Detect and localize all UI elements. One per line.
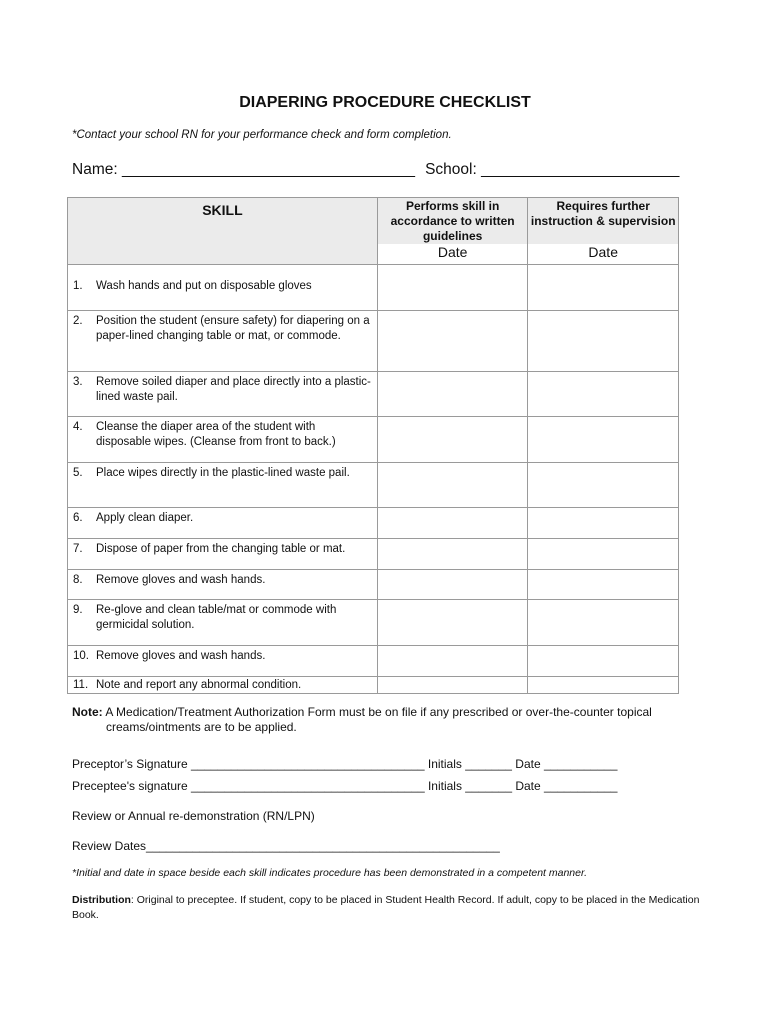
distribution-label: Distribution xyxy=(72,894,131,906)
skill-number: 11. xyxy=(73,679,89,691)
skill-cell xyxy=(68,539,378,570)
table-header-row xyxy=(68,198,679,245)
skill-cell xyxy=(68,372,378,417)
requires-initials-cell[interactable] xyxy=(528,539,679,570)
skill-text: Apply clean diaper. xyxy=(96,512,194,524)
table-row xyxy=(68,600,679,646)
date-header-row xyxy=(68,244,679,265)
requires-initials-cell[interactable] xyxy=(528,265,679,311)
requires-initials-cell[interactable] xyxy=(528,417,679,463)
skill-cell xyxy=(68,570,378,600)
skill-text: Wash hands and put on disposable gloves xyxy=(96,280,312,292)
performs-initials-cell[interactable] xyxy=(377,600,528,646)
skill-number: 9. xyxy=(73,604,83,616)
requires-initials-cell[interactable] xyxy=(528,508,679,539)
requires-initials-cell[interactable] xyxy=(528,372,679,417)
requires-date-label: Date xyxy=(528,244,679,265)
performs-initials-cell[interactable] xyxy=(377,417,528,463)
skill-cell xyxy=(68,646,378,677)
skills-checklist-table xyxy=(67,197,679,694)
requires-initials-cell[interactable] xyxy=(528,646,679,677)
preceptee-signature-line[interactable]: Preceptee's signature ___________________________________ Initials _______ Date ___________ xyxy=(72,779,618,793)
skill-text: Note and report any abnormal condition. xyxy=(96,679,302,691)
initial-date-footnote: *Initial and date in space beside each skill indicates procedure has been demonstrated in a competent manner. xyxy=(72,867,588,879)
page-title: DIAPERING PROCEDURE CHECKLIST xyxy=(239,94,531,111)
contact-note: *Contact your school RN for your performance check and form completion. xyxy=(72,129,452,141)
skill-text: Remove soiled diaper and place directly into a plastic-lined waste pail. xyxy=(96,376,371,403)
table-row xyxy=(68,417,679,463)
table-row xyxy=(68,311,679,372)
skill-header-spacer xyxy=(68,244,378,265)
note-line-2: creams/ointments are to be applied. xyxy=(106,720,297,734)
review-redemonstration-label: Review or Annual re-demonstration (RN/LPN) xyxy=(72,809,315,823)
performs-initials-cell[interactable] xyxy=(377,677,528,694)
performs-initials-cell[interactable] xyxy=(377,463,528,508)
performs-initials-cell[interactable] xyxy=(377,570,528,600)
skill-text: Remove gloves and wash hands. xyxy=(96,574,266,586)
skill-cell xyxy=(68,600,378,646)
skill-text: Re-glove and clean table/mat or commode with germicidal solution. xyxy=(96,604,337,631)
skill-text: Place wipes directly in the plastic-lined waste pail. xyxy=(96,467,350,479)
performs-initials-cell[interactable] xyxy=(377,539,528,570)
skill-number: 6. xyxy=(73,512,83,524)
skill-cell xyxy=(68,508,378,539)
table-row xyxy=(68,372,679,417)
table-row xyxy=(68,463,679,508)
note-line-1: A Medication/Treatment Authorization Form must be on file if any prescribed or over-the-counter topical xyxy=(102,705,652,719)
requires-instruction-header: Requires further instruction & supervision xyxy=(528,198,679,245)
requires-initials-cell[interactable] xyxy=(528,463,679,508)
note-paragraph xyxy=(72,705,702,735)
table-row xyxy=(68,646,679,677)
skill-number: 1. xyxy=(73,280,83,292)
distribution-text: : Original to preceptee. If student, copy to be placed in Student Health Record. If adult, copy to be placed in the Medication Book. xyxy=(72,894,700,921)
skill-text: Position the student (ensure safety) for diapering on a paper-lined changing table or mat, or commode. xyxy=(96,315,370,342)
table-row xyxy=(68,265,679,311)
skill-number: 4. xyxy=(73,421,83,433)
skill-number: 5. xyxy=(73,467,83,479)
preceptor-signature-line[interactable]: Preceptor’s Signature ___________________________________ Initials _______ Date ___________ xyxy=(72,757,618,771)
performs-initials-cell[interactable] xyxy=(377,508,528,539)
review-dates-line[interactable]: Review Dates_____________________________________________________ xyxy=(72,839,500,853)
performs-initials-cell[interactable] xyxy=(377,265,528,311)
table-row xyxy=(68,539,679,570)
table-row xyxy=(68,508,679,539)
table-row xyxy=(68,677,679,694)
name-field[interactable]: Name: __________________________________ xyxy=(72,161,416,178)
skill-number: 8. xyxy=(73,574,83,586)
skill-text: Remove gloves and wash hands. xyxy=(96,650,266,662)
performs-date-label: Date xyxy=(377,244,528,265)
distribution-paragraph xyxy=(72,893,712,923)
skill-number: 10. xyxy=(73,650,89,662)
performs-skill-header: Performs skill in accordance to written guidelines xyxy=(377,198,528,245)
skill-cell xyxy=(68,463,378,508)
skill-number: 3. xyxy=(73,376,83,388)
requires-initials-cell[interactable] xyxy=(528,677,679,694)
performs-initials-cell[interactable] xyxy=(377,646,528,677)
performs-initials-cell[interactable] xyxy=(377,372,528,417)
skill-number: 7. xyxy=(73,543,83,555)
skill-header: SKILL xyxy=(68,198,378,245)
requires-initials-cell[interactable] xyxy=(528,311,679,372)
skill-number: 2. xyxy=(73,315,83,327)
skill-text: Dispose of paper from the changing table or mat. xyxy=(96,543,346,555)
requires-initials-cell[interactable] xyxy=(528,570,679,600)
performs-initials-cell[interactable] xyxy=(377,311,528,372)
note-label: Note: xyxy=(72,705,103,719)
skill-cell xyxy=(68,265,378,311)
skill-cell xyxy=(68,677,378,694)
skill-cell xyxy=(68,311,378,372)
school-field[interactable]: School: _______________________ xyxy=(425,161,680,178)
requires-initials-cell[interactable] xyxy=(528,600,679,646)
table-row xyxy=(68,570,679,600)
skill-cell xyxy=(68,417,378,463)
skill-text: Cleanse the diaper area of the student with disposable wipes. (Cleanse from front to back.) xyxy=(96,421,336,448)
name-school-line xyxy=(72,161,679,179)
